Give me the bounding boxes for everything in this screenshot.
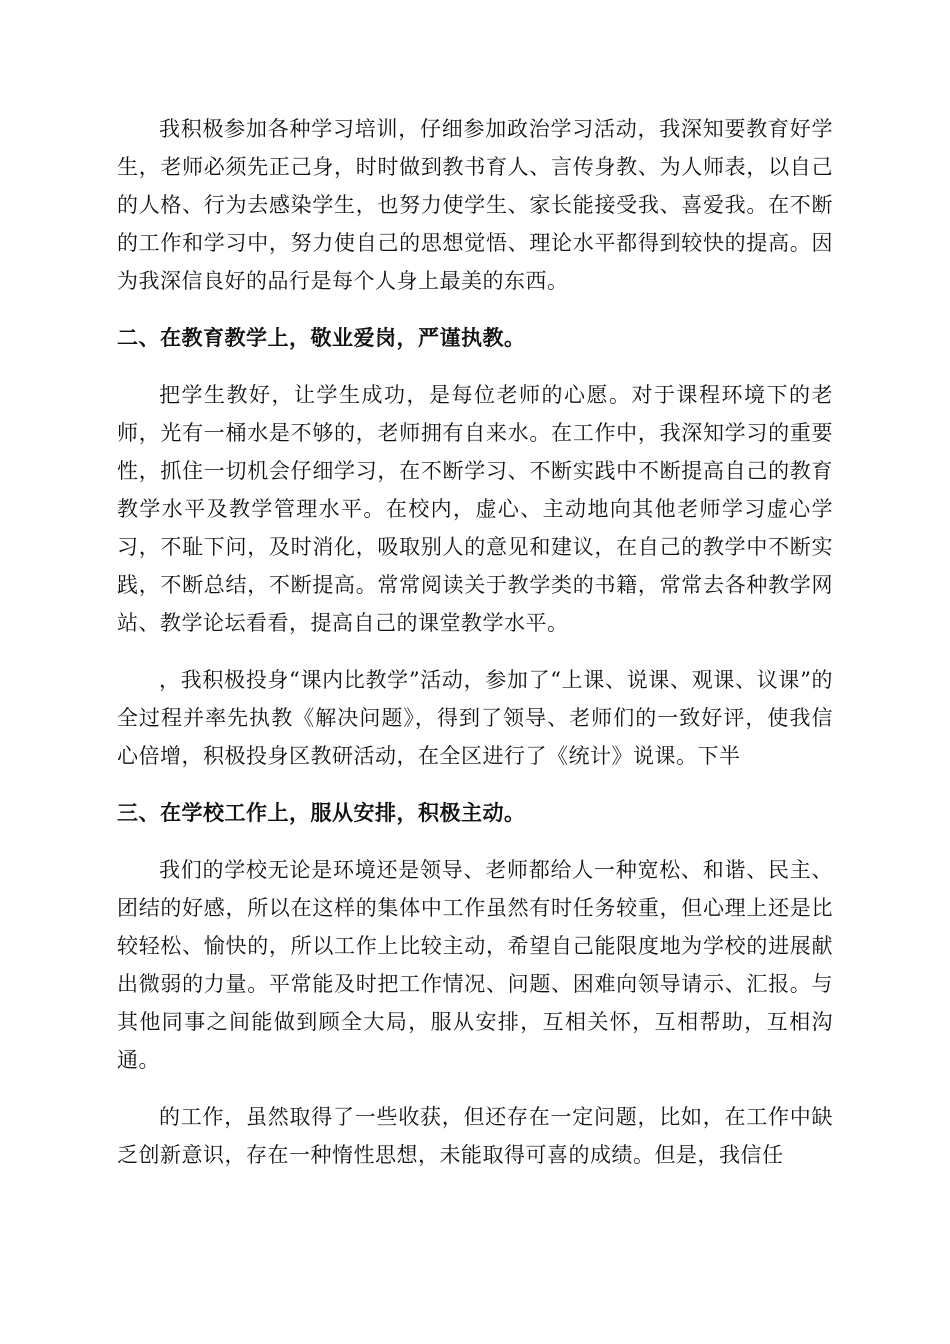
paragraph-shortcomings: 的工作，虽然取得了一些收获，但还存在一定问题，比如，在工作中缺乏创新意识，存在一种惰性思想，未能取得可喜的成绩。但是，我信任	[117, 1105, 833, 1167]
paragraph-teaching-learning: 把学生教好，让学生成功，是每位老师的心愿。对于课程环境下的老师，光有一桶水是不够的，老师拥有自来水。在工作中，我深知学习的重要性，抓住一切机会仔细学习，在不断学习、不断实践中不断提高自己的教育教学水平及教学管理水平。在校内，虚心、主动地向其他老师学习虚心学习，不耻下问，及时消化，吸取别人的意见和建议，在自己的教学中不断实践，不断总结，不断提高。常常阅读关于教学类的书籍，常常去各种教学网站、教学论坛看看，提高自己的课堂教学水平。	[117, 383, 833, 635]
paragraph-class-competition: ，我积极投身“课内比教学”活动，参加了“上课、说课、观课、议课”的全过程并率先执教《解决问题》，得到了领导、老师们的一致好评，使我信心倍增，积极投身区教研活动，在全区进行了《统计》说课。下半	[117, 668, 833, 768]
paragraph-school-environment: 我们的学校无论是环境还是领导、老师都给人一种宽松、和谐、民主、团结的好感，所以在这样的集体中工作虽然有时任务较重，但心理上还是比较轻松、愉快的，所以工作上比较主动，希望自己能限度地为学校的进展献出微弱的力量。平常能及时把工作情况、问题、困难向领导请示、汇报。与其他同事之间能做到顾全大局，服从安排，互相关怀，互相帮助，互相沟通。	[117, 858, 833, 1072]
section-heading-teaching: 二、在教育教学上，敬业爱岗，严谨执教。	[117, 326, 526, 350]
document-body	[117, 110, 833, 1174]
section-heading-school-work: 三、在学校工作上，服从安排，积极主动。	[117, 801, 526, 825]
paragraph-study-training: 我积极参加各种学习培训，仔细参加政治学习活动，我深知要教育好学生，老师必须先正己身，时时做到教书育人、言传身教、为人师表，以自己的人格、行为去感染学生，也努力使学生、家长能接受我、喜爱我。在不断的工作和学习中，努力使自己的思想觉悟、理论水平都得到较快的提高。因为我深信良好的品行是每个人身上最美的东西。	[117, 117, 833, 293]
